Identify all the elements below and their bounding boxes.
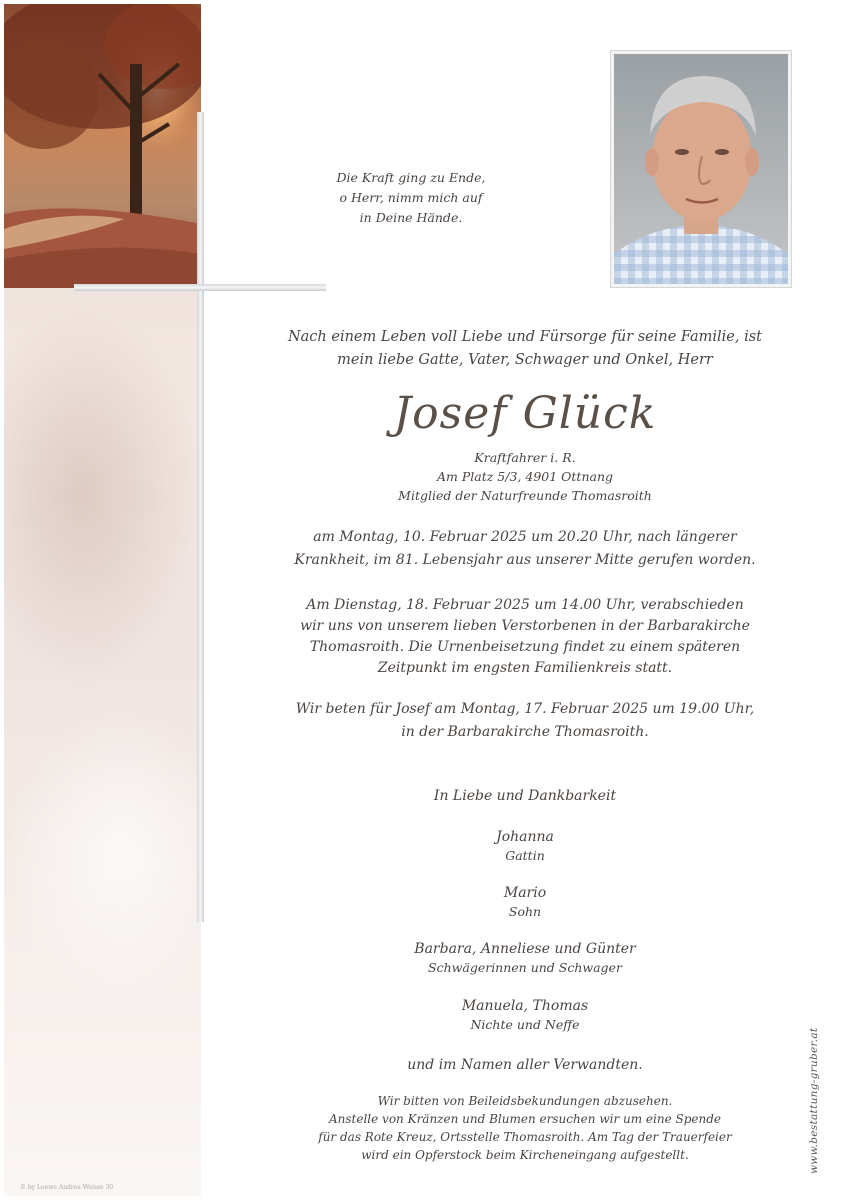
- quote-line: in Deine Hände.: [359, 210, 463, 225]
- note-line: Wir bitten von Beileidsbekundungen abzusehen.: [377, 1094, 673, 1108]
- text-line: Krankheit, im 81. Lebensjahr aus unserer Mitte gerufen worden.: [294, 552, 756, 568]
- intro-text: [215, 326, 835, 372]
- mourner-relation: Gattin: [505, 848, 545, 863]
- mourner-name: Mario: [503, 885, 547, 901]
- detail-line: Am Platz 5/3, 4901 Ottnang: [437, 469, 613, 484]
- mourner: [215, 940, 835, 977]
- mourner: [215, 884, 835, 921]
- mourner-name: Johanna: [496, 829, 554, 845]
- detail-line: Kraftfahrer i. R.: [474, 450, 576, 465]
- portrait-frame: [610, 50, 792, 288]
- text-line: in der Barbarakirche Thomasroith.: [401, 724, 649, 740]
- note-line: wird ein Opferstock beim Kircheneingang aufgestellt.: [361, 1148, 689, 1162]
- cross-vertical-bar: [197, 112, 204, 922]
- text-line: am Montag, 10. Februar 2025 um 20.20 Uhr, nach längerer: [313, 529, 737, 545]
- mourner-relation: Sohn: [508, 904, 542, 919]
- prayer-notice: [215, 698, 835, 744]
- mourner: [215, 828, 835, 865]
- cross-horizontal-bar: [74, 284, 326, 291]
- deceased-name: Josef Glück: [393, 388, 657, 439]
- deceased-details: [215, 448, 835, 505]
- detail-line: Mitglied der Naturfreunde Thomasroith: [398, 488, 652, 503]
- mourner-name: Barbara, Anneliese und Günter: [414, 941, 636, 957]
- funeral-notice: [215, 595, 835, 679]
- mourner-relation: Schwägerinnen und Schwager: [428, 960, 622, 975]
- death-notice: [215, 526, 835, 572]
- text-line: Thomasroith. Die Urnenbeisetzung findet zu einem späteren: [309, 639, 741, 655]
- mourner-relation: Nichte und Neffe: [470, 1017, 580, 1032]
- note-line: für das Rote Kreuz, Ortsstelle Thomasroith. Am Tag der Trauerfeier: [318, 1130, 732, 1144]
- intro-line: Nach einem Leben voll Liebe und Fürsorge für seine Familie, ist: [287, 329, 763, 345]
- donation-note: [215, 1092, 835, 1164]
- text-line: Wir beten für Josef am Montag, 17. Februar 2025 um 19.00 Uhr,: [295, 701, 755, 717]
- quote-line: o Herr, nimm mich auf: [339, 190, 483, 205]
- quote-line: Die Kraft ging zu Ende,: [336, 170, 486, 185]
- text-line: Zeitpunkt im engsten Familienkreis statt.: [377, 660, 673, 676]
- text-line: wir uns von unserem lieben Verstorbenen in der Barbarakirche: [300, 618, 750, 634]
- note-line: Anstelle von Kränzen und Blumen ersuchen wir um eine Spende: [328, 1112, 722, 1126]
- autumn-tree-photo: [4, 4, 201, 288]
- text-line: Am Dienstag, 18. Februar 2025 um 14.00 Uhr, verabschieden: [306, 597, 744, 613]
- image-credit: © by Loewe Andrea Weisse 30: [20, 1184, 114, 1191]
- funeral-home-website[interactable]: www.bestattung-gruber.at: [808, 1027, 820, 1174]
- memorial-quote: [290, 168, 532, 228]
- portrait-photo: [614, 54, 788, 284]
- mourner-name: Manuela, Thomas: [461, 998, 589, 1014]
- closing-line: und im Namen aller Verwandten.: [407, 1057, 643, 1073]
- thanks-line: In Liebe und Dankbarkeit: [433, 788, 617, 804]
- intro-line: mein liebe Gatte, Vater, Schwager und Onkel, Herr: [337, 352, 713, 368]
- mourner: [215, 997, 835, 1034]
